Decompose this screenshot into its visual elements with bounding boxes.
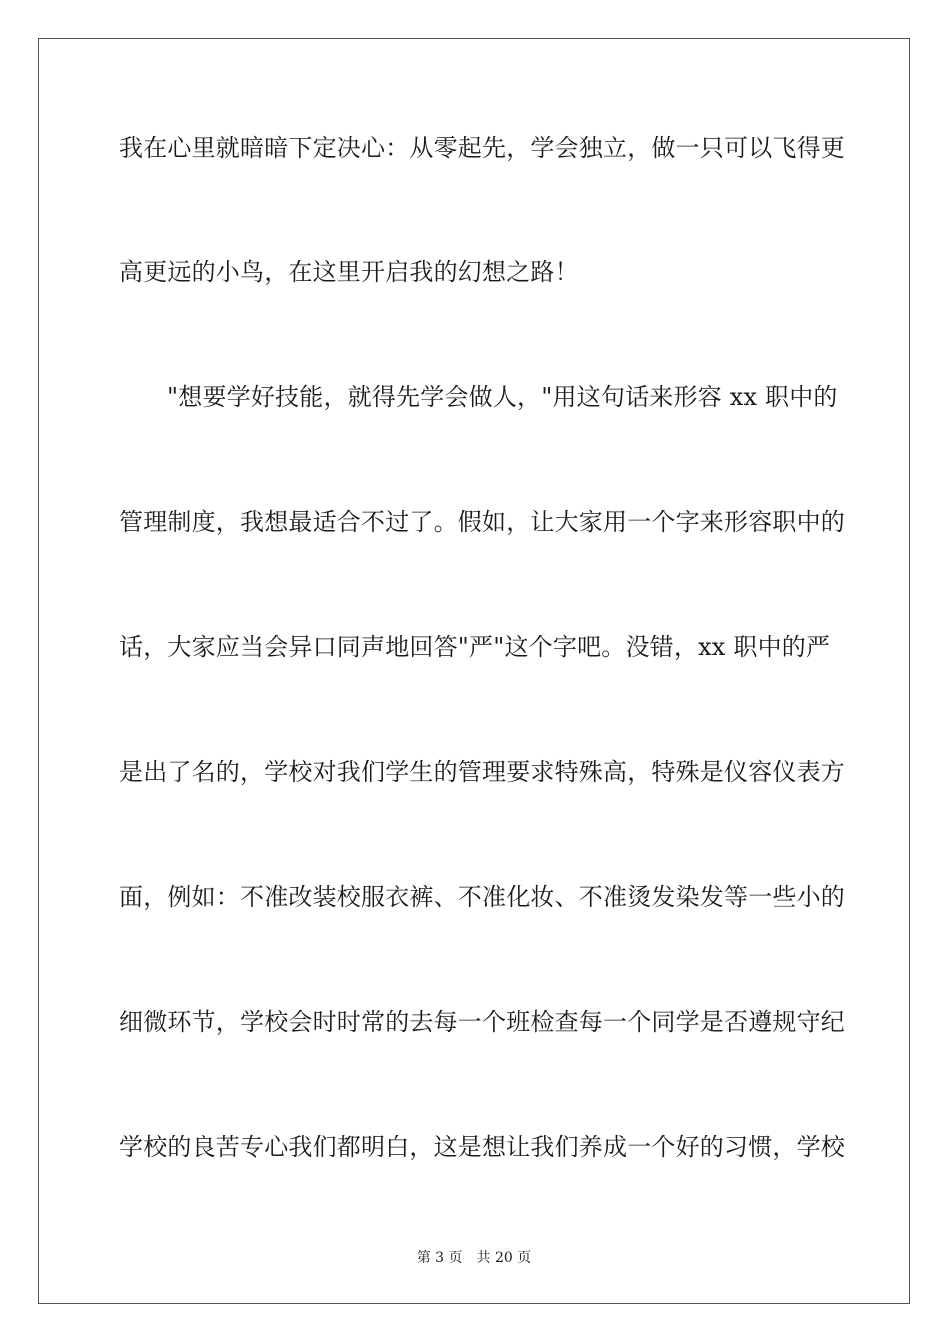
- page-number: 第 3 页: [416, 1250, 463, 1266]
- text-line: "想要学好技能，就得先学会做人，"用这句话来形容 xx 职中的: [167, 383, 838, 411]
- text-line: 学校的良苦专心我们都明白，这是想让我们养成一个好的习惯，学校: [119, 1133, 845, 1161]
- text-line: 细微环节，学校会时时常的去每一个班检查每一个同学是否遵规守纪: [119, 1008, 845, 1036]
- document-page: [38, 38, 910, 1304]
- text-line: 面，例如：不准改装校服衣裤、不准化妆、不准烫发染发等一些小的: [119, 883, 845, 911]
- text-line: 管理制度，我想最适合不过了。假如，让大家用一个字来形容职中的: [119, 508, 845, 536]
- text-line: 我在心里就暗暗下定决心：从零起先，学会独立，做一只可以飞得更: [119, 134, 845, 162]
- text-line: 是出了名的，学校对我们学生的管理要求特殊高，特殊是仪容仪表方: [119, 758, 845, 786]
- text-line: 高更远的小鸟，在这里开启我的幻想之路！: [119, 258, 579, 286]
- page-footer: [39, 1247, 909, 1267]
- text-line: 话，大家应当会异口同声地回答"严"这个字吧。没错，xx 职中的严: [119, 633, 831, 661]
- total-pages: 共 20 页: [476, 1250, 532, 1266]
